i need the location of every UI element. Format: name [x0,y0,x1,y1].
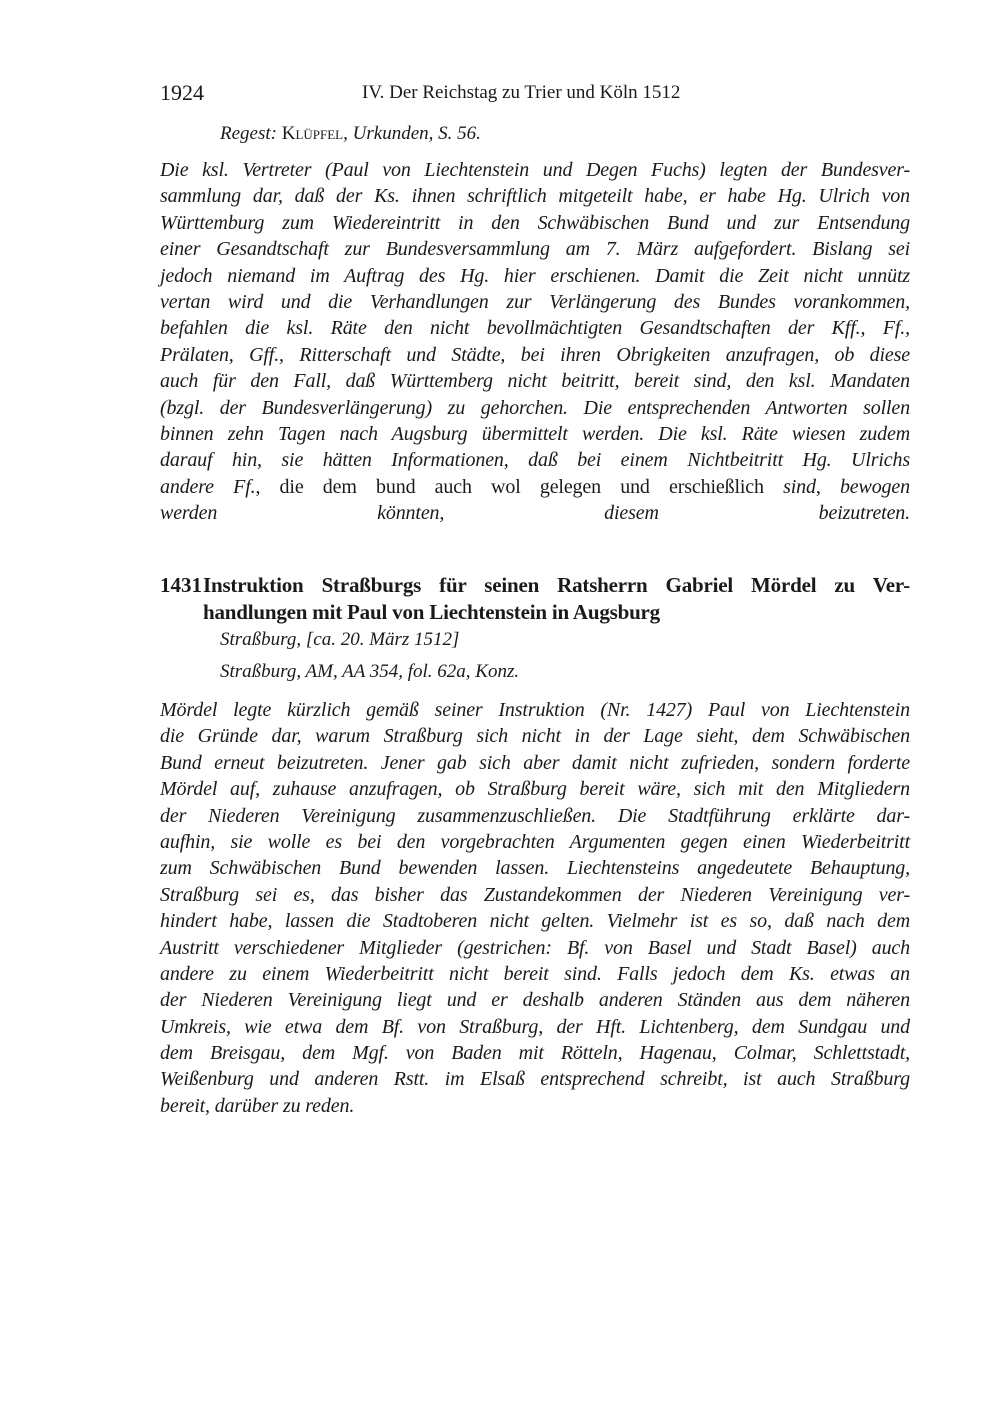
text-line [160,855,910,881]
text-line [160,961,910,987]
text-segment: einer Gesandtschaft zur Bundesversammlung am 7. März aufgefordert. Bislang sei [160,238,910,261]
text-segment: jedoch niemand im Auftrag des Hg. hier erschienen. Damit die Zeit nicht unnütz [160,264,910,287]
text-line [160,750,910,776]
text-segment: der Niederen Vereinigung liegt und er deshalb anderen Ständen aus dem näheren [160,989,910,1012]
entry-title-line-2: handlungen mit Paul von Liechtenstein in Augsburg [203,600,660,624]
entry-number: 1431 [160,573,202,597]
text-segment: Die ksl. Vertreter (Paul von Liechtenstein und Degen Fuchs) legten der Bundesver- [160,159,910,181]
regest-reference [220,123,481,145]
text-segment: aufhin, sie wolle es bei den vorgebrachten Argumenten gegen einen Wiederbeitritt [160,830,910,853]
text-segment: Weißenburg und anderen Rstt. im Elsaß entsprechend schreibt, ist auch Straßburg [160,1068,910,1091]
text-line [160,1014,910,1040]
text-segment: bereit, darüber zu reden. [160,1094,355,1117]
text-line [160,342,910,368]
text-segment: auch für den Fall, daß Württemberg nicht beitritt, bereit sind, den ksl. Mandaten [160,370,910,393]
text-segment: vertan wird und die Verhandlungen zur Verlängerung des Bundes vorankommen, [160,290,910,313]
text-line [160,1040,910,1066]
text-segment: bewogen [839,475,910,498]
text-line [160,289,910,315]
text-line [160,210,910,236]
text-line [160,447,910,473]
text-segment: andere Ff. [160,475,256,498]
text-line [160,829,910,855]
text-segment: hindert habe, lassen die Stadtoberen nicht gelten. Vielmehr ist es so, daß nach dem [160,910,910,933]
text-line [160,315,910,341]
text-line [160,1066,910,1092]
text-segment: zum Schwäbischen Bund bewenden lassen. Liechtensteins angedeutete Behauptung, [160,857,910,880]
text-segment: sammlung dar, daß der Ks. ihnen schriftlich mitgeteilt habe, er habe Hg. Ulrich von [160,185,910,208]
text-segment: Straßburg sei es, das bisher das Zustandekommen der Niederen Vereinigung ver- [160,883,910,906]
text-segment: der Niederen Vereinigung zusammenzuschließen. Die Stadtführung erklärte dar- [160,804,910,827]
text-line [160,500,910,526]
text-segment: werden könnten, diesem beizutreten. [160,502,910,525]
text-segment: andere zu einem Wiederbeitritt nicht bereit sind. Falls jedoch dem Ks. etwas an [160,962,910,985]
text-segment: Umkreis, wie etwa dem Bf. von Straßburg, der Hft. Lichtenberg, dem Sundgau und [160,1015,910,1038]
text-line [160,1093,910,1119]
text-line [160,935,910,961]
regest-label: Regest: [220,123,277,144]
entry-title-line-1: Instruktion Straßburgs für seinen Ratsherrn Gabriel Mördel zu Ver- [203,573,910,597]
text-segment: die Gründe dar, warum Straßburg sich nicht in der Lage sieht, dem Schwäbischen [160,725,910,748]
text-segment: (bzgl. der Bundesverlängerung) zu gehorchen. Die entsprechenden Antworten sollen [160,396,910,419]
text-line [160,263,910,289]
text-line [160,395,910,421]
text-segment: Mördel auf, zuhause anzufragen, ob Straßburg bereit wäre, sich mit den Mitgliedern [160,778,910,801]
text-segment: sind [783,475,816,498]
text-line [160,776,910,802]
text-segment: darauf hin, sie hätten Informationen, daß bei einem Nichtbeitritt Hg. Ulrichs [160,449,910,472]
text-line [160,987,910,1013]
text-segment: Bund erneut beizutreten. Jener gab sich aber damit nicht zufrieden, sondern forderte [160,751,910,774]
text-line [160,368,910,394]
running-title: IV. Der Reichstag zu Trier und Köln 1512 [362,82,681,103]
text-line [160,882,910,908]
text-segment: dem Breisgau, dem Mgf. von Baden mit Rötteln, Hagenau, Colmar, Schlettstadt, [160,1042,910,1065]
text-segment: binnen zehn Tagen nach Augsburg übermittelt werden. Die ksl. Räte wiesen zudem [160,422,910,445]
text-segment: befahlen die ksl. Räte den nicht bevollmächtigten Gesandtschaften der Kff., Ff., [160,317,910,340]
regest-author: Klüpfel [281,123,344,144]
text-line [160,803,910,829]
text-segment: Austritt verschiedener Mitglieder (gestrichen: Bf. von Basel und Stadt Basel) auch [160,936,910,959]
entry-source: Straßburg, AM, AA 354, fol. 62a, Konz. [220,661,520,682]
summary-paragraph-1431 [160,697,910,1119]
quoted-text: , die dem bund auch wol gelegen und erschießlich [255,475,784,498]
text-line [160,908,910,934]
regest-rest: , Urkunden, S. 56. [343,123,481,144]
text-line [160,421,910,447]
entry-heading [160,572,910,626]
page-number: 1924 [160,80,204,105]
text-line [160,697,910,723]
quoted-text: , [815,475,840,498]
text-line [160,723,910,749]
summary-paragraph-prev [160,157,910,526]
text-segment: Prälaten, Gff., Ritterschaft und Städte, bei ihren Obrigkeiten anzufragen, ob diese [160,343,910,366]
text-segment: Mördel legte kürzlich gemäß seiner Instruktion (Nr. 1427) Paul von Liechtenstein [160,699,910,721]
text-line [160,183,910,209]
text-segment: Württemburg zum Wiedereintritt in den Schwäbischen Bund und zur Entsendung [160,211,910,234]
entry-place-date: Straßburg, [ca. 20. März 1512] [220,629,460,650]
text-line [160,236,910,262]
text-line [160,474,910,500]
text-line [160,157,910,183]
